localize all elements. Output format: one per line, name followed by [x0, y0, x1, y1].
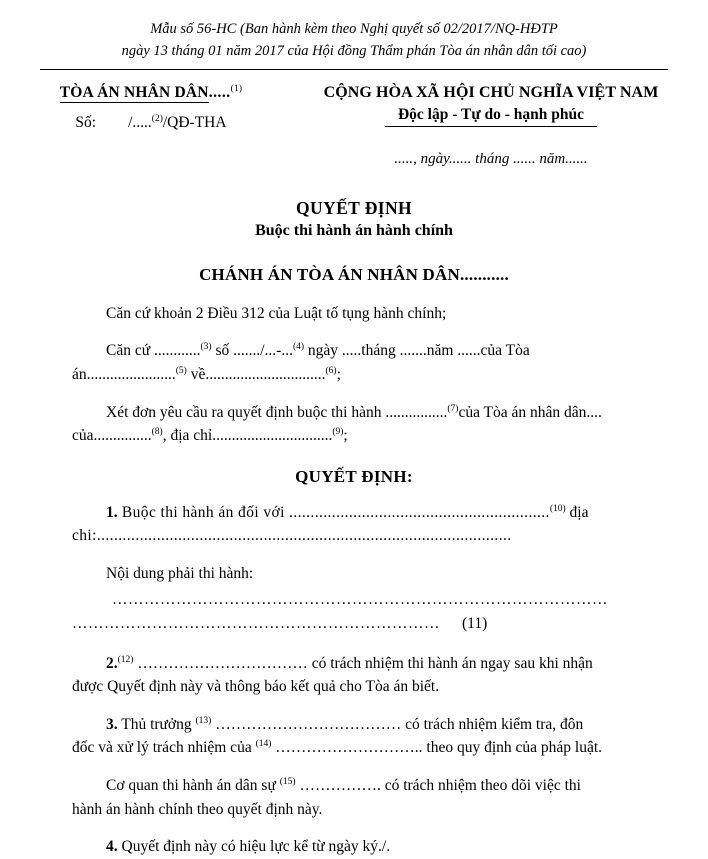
clause-2-continued: được Quyết định này và thông báo kết quả cho Tòa án biết.	[72, 678, 440, 696]
clause-1-number: 1.	[106, 503, 118, 521]
clause-3-text-b: ……………………………… có trách nhiệm kiểm tra, đôn	[211, 715, 584, 733]
footnote-marker-5: (5)	[175, 365, 187, 376]
national-motto: Độc lập - Tự do - hạnh phúc	[397, 105, 585, 123]
basis-2-cont-c: ;	[336, 366, 341, 384]
clause-3-cont-a: đốc và xử lý trách nhiệm của	[72, 739, 256, 757]
decision-number-line	[6, 114, 296, 132]
content-label: Nội dung phải thi hành:	[106, 564, 254, 582]
title-block	[0, 198, 708, 240]
court-block	[0, 84, 296, 132]
national-heading-block	[296, 84, 708, 168]
clause-1-continued: chi:.................................................................................................	[72, 527, 512, 545]
clause-enforcement-continued: hành án hành chính theo quyết định này.	[72, 800, 323, 818]
clause-2	[72, 652, 670, 676]
basis-paragraph-2	[72, 339, 670, 363]
footnote-marker-15: (15)	[279, 776, 296, 787]
footnote-marker-11: (11)	[462, 614, 488, 632]
court-name-dots: .....	[208, 83, 231, 101]
fill-line-2-dots: ……………………………………………………………	[72, 614, 440, 632]
document-title: QUYẾT ĐỊNH	[296, 197, 412, 218]
footnote-marker-2: (2)	[151, 113, 163, 124]
clause-enforcement-text-b: ……………. có trách nhiệm theo dõi việc thi	[295, 777, 581, 794]
clause-enforcement-text-a: Cơ quan thi hành án dân sự	[106, 777, 280, 794]
footnote-marker-1: (1)	[230, 83, 243, 94]
decision-number-value: /.....	[128, 113, 152, 131]
document-clauses	[72, 501, 670, 859]
basis-3-cont-a: của...............	[72, 427, 152, 445]
basis-2-part-b: số ......./...-...	[211, 342, 293, 360]
clause-3-number: 3.	[106, 715, 118, 733]
footnote-marker-6: (6)	[325, 365, 337, 376]
footnote-marker-4: (4)	[292, 342, 305, 353]
clause-enforcement-agency	[72, 774, 670, 798]
clause-2-text: …………………………… có trách nhiệm thi hành án ngay sau khi nhận	[133, 654, 593, 672]
basis-3-part-a: Xét đơn yêu cầu ra quyết định buộc thi hành ................	[106, 403, 448, 421]
clause-3-cont-b: ……………………….. theo quy định của pháp luật.	[271, 739, 603, 757]
footnote-marker-13: (13)	[195, 715, 212, 726]
basis-2-cont-b: về...............................	[186, 366, 326, 384]
footnote-marker-14: (14)	[255, 739, 272, 750]
motto-wrap	[296, 102, 686, 124]
fill-line-2	[72, 612, 670, 635]
decision-number-label: Số:	[75, 113, 97, 131]
footnote-marker-9: (9)	[332, 426, 344, 437]
basis-paragraph-2-continued	[72, 363, 670, 387]
issuing-authority: CHÁNH ÁN TÒA ÁN NHÂN DÂN...........	[199, 264, 509, 284]
footnote-marker-12: (12)	[117, 654, 134, 665]
clause-1-text-end: địa	[565, 503, 589, 521]
form-reference-line-1: Mẫu số 56-HC (Ban hành kèm theo Nghị quyết số 02/2017/NQ-HĐTP	[150, 21, 558, 37]
basis-2-cont-a: án.......................	[72, 366, 176, 384]
clause-2-number: 2.	[106, 654, 118, 672]
motto-underline-rule	[385, 126, 597, 127]
decision-number-suffix: /QĐ-THA	[162, 113, 227, 131]
basis-paragraph-3	[72, 401, 670, 425]
fill-line-1: …………………………………………………………………………………	[112, 591, 608, 609]
court-name-label: TÒA ÁN NHÂN DÂN	[59, 83, 209, 101]
basis-3-part-b: của Tòa án nhân dân....	[458, 403, 602, 421]
clause-3-continued	[72, 736, 670, 760]
basis-3-cont-c: ;	[343, 427, 348, 445]
clause-3-text-a: Thủ trưởng	[117, 715, 196, 733]
document-subtitle: Buộc thi hành án hành chính	[255, 221, 453, 239]
basis-2-part-c: ngày .....tháng .......năm ......của Tòa	[304, 342, 530, 360]
basis-paragraph-1: Căn cứ khoản 2 Điều 312 của Luật tố tụng hành chính;	[106, 304, 447, 322]
clause-4-text: Quyết định này có hiệu lực kể từ ngày ký./.	[117, 838, 391, 856]
decision-heading: QUYẾT ĐỊNH:	[295, 466, 413, 486]
form-reference-line-2: ngày 13 tháng 01 năm 2017 của Hội đồng Thẩm phán Tòa án nhân dân tối cao)	[121, 43, 587, 60]
basis-3-cont-b: , địa chỉ...............................	[162, 427, 333, 445]
footnote-marker-8: (8)	[151, 426, 163, 437]
header-divider-rule	[40, 69, 668, 70]
document-body	[72, 302, 670, 448]
form-reference-header	[0, 0, 708, 63]
masthead	[0, 84, 708, 168]
basis-2-part-a: Căn cứ ............	[106, 342, 201, 360]
footnote-marker-3: (3)	[200, 342, 212, 353]
clause-4	[72, 835, 670, 859]
clause-1	[72, 501, 670, 525]
country-name: CỘNG HÒA XÃ HỘI CHỦ NGHĨA VIỆT NAM	[323, 83, 659, 101]
place-date-line: ....., ngày...... tháng ...... năm......	[394, 150, 588, 167]
basis-paragraph-3-continued	[72, 424, 670, 448]
clause-4-number: 4.	[106, 838, 118, 856]
court-name-line	[6, 84, 296, 102]
footnote-marker-10: (10)	[549, 503, 566, 514]
clause-3	[72, 713, 670, 737]
footnote-marker-7: (7)	[447, 403, 459, 414]
clause-1-text: Buộc thi hành án đối với .............................................................	[117, 503, 550, 521]
